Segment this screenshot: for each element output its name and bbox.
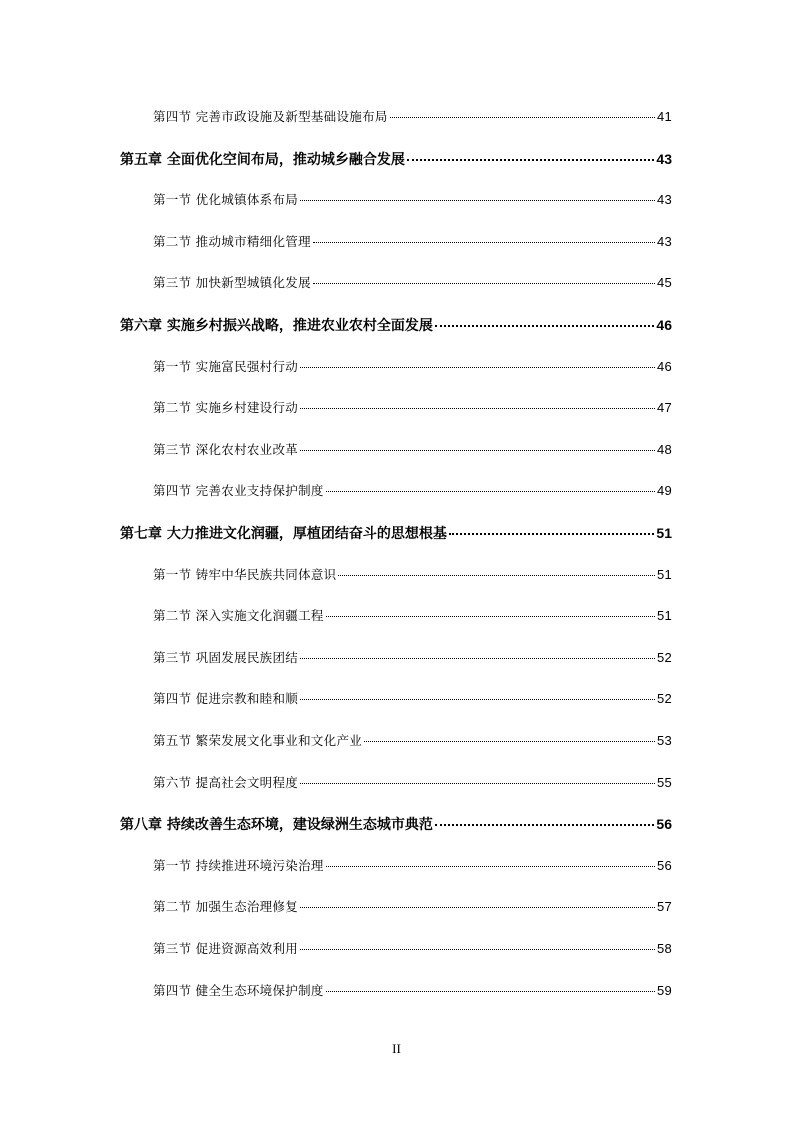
dot-leader	[300, 408, 655, 409]
toc-entry-page-number: 52	[656, 691, 672, 707]
toc-entry-title: 第二节 加强生态治理修复	[153, 899, 299, 915]
toc-entry-page-number: 49	[656, 483, 672, 499]
toc-entry-page-number: 46	[656, 358, 672, 374]
dot-leader	[313, 283, 655, 284]
dot-leader	[435, 824, 655, 826]
toc-chapter-entry[interactable]	[120, 315, 672, 335]
toc-entry-title: 第二节 推动城市精细化管理	[153, 233, 311, 249]
toc-entry-title: 第三节 促进资源高效利用	[153, 941, 299, 956]
toc-entry-title: 第三节 加快新型城镇化发展	[153, 275, 311, 291]
toc-entry-page-number: 48	[656, 441, 672, 457]
toc-entry-title: 第一节 铸牢中华民族共同体意识	[153, 566, 337, 582]
dot-leader	[300, 658, 655, 659]
dot-leader	[364, 741, 655, 742]
toc-entry-title: 第三节 深化农村农业改革	[153, 441, 299, 457]
toc-section-entry[interactable]	[153, 190, 672, 210]
toc-entry-title: 第四节 健全生态环境保护制度	[153, 982, 324, 998]
toc-entry-title: 第四节 促进宗教和睦和顺	[153, 691, 299, 707]
toc-entry-title: 第六章 实施乡村振兴战略，推进农业农村全面发展	[120, 318, 433, 334]
toc-entry-title: 第四节 完善农业支持保护制度	[153, 483, 324, 499]
toc-entry-page-number: 51	[656, 566, 672, 582]
toc-section-entry[interactable]	[153, 689, 672, 709]
toc-section-entry[interactable]	[153, 939, 672, 959]
toc-entry-page-number: 43	[656, 233, 672, 249]
toc-entry-title: 第四节 完善市政设施及新型基础设施布局	[153, 109, 388, 124]
toc-section-entry[interactable]	[153, 773, 672, 793]
toc-entry-title: 第五章 全面优化空间布局，推动城乡融合发展	[120, 151, 405, 168]
toc-entry-title: 第五节 繁荣发展文化事业和文化产业	[153, 733, 363, 748]
dot-leader	[435, 325, 655, 327]
dot-leader	[300, 200, 655, 201]
toc-entry-page-number: 43	[656, 150, 672, 167]
toc-section-entry[interactable]	[153, 107, 672, 127]
toc-entry-title: 第二节 深入实施文化润疆工程	[153, 608, 324, 624]
toc-entry-page-number: 56	[656, 816, 672, 833]
toc-entry-page-number: 41	[656, 109, 672, 124]
dot-leader	[313, 242, 655, 243]
toc-entry-title: 第一节 实施富民强村行动	[153, 358, 299, 374]
dot-leader	[300, 450, 655, 451]
toc-entry-page-number: 51	[656, 525, 672, 541]
toc-entry-title: 第八章 持续改善生态环境，建设绿洲生态城市典范	[120, 817, 433, 834]
page-number: II	[392, 1041, 401, 1056]
toc-entry-page-number: 59	[656, 982, 672, 998]
toc-section-entry[interactable]	[153, 648, 672, 668]
dot-leader	[300, 367, 655, 368]
toc-entry-title: 第一节 优化城镇体系布局	[153, 192, 299, 208]
toc-section-entry[interactable]	[153, 481, 672, 501]
toc-entry-page-number: 55	[656, 774, 672, 790]
toc-section-entry[interactable]	[153, 398, 672, 418]
dot-leader	[407, 159, 655, 161]
toc-entry-page-number: 58	[656, 941, 672, 956]
toc-entry-title: 第六节 提高社会文明程度	[153, 774, 299, 790]
dot-leader	[300, 949, 655, 950]
toc-chapter-entry[interactable]	[120, 814, 672, 834]
toc-section-entry[interactable]	[153, 357, 672, 377]
dot-leader	[390, 117, 655, 118]
dot-leader	[449, 533, 655, 535]
toc-chapter-entry[interactable]	[120, 149, 672, 169]
toc-entry-page-number: 47	[656, 400, 672, 416]
toc-section-entry[interactable]	[153, 440, 672, 460]
dot-leader	[300, 783, 655, 784]
toc-entry-title: 第二节 实施乡村建设行动	[153, 400, 299, 416]
toc-section-entry[interactable]	[153, 565, 672, 585]
dot-leader	[326, 491, 655, 492]
dot-leader	[326, 616, 655, 617]
dot-leader	[300, 699, 655, 700]
toc-entry-title: 第三节 巩固发展民族团结	[153, 649, 299, 665]
toc-entry-page-number: 52	[656, 649, 672, 665]
toc-entry-page-number: 51	[656, 608, 672, 624]
toc-section-entry[interactable]	[153, 606, 672, 626]
toc-section-entry[interactable]	[153, 273, 672, 293]
dot-leader	[326, 991, 655, 992]
toc-entry-page-number: 56	[656, 857, 672, 873]
toc-entry-page-number: 46	[656, 317, 672, 333]
toc-section-entry[interactable]	[153, 981, 672, 1001]
toc-entry-page-number: 45	[656, 275, 672, 291]
toc-chapter-entry[interactable]	[120, 523, 672, 543]
toc-section-entry[interactable]	[153, 856, 672, 876]
toc-section-entry[interactable]	[153, 731, 672, 751]
dot-leader	[300, 907, 655, 908]
toc-section-entry[interactable]	[153, 232, 672, 252]
toc-entry-page-number: 57	[656, 899, 672, 915]
dot-leader	[326, 866, 655, 867]
toc-entry-title: 第一节 持续推进环境污染治理	[153, 857, 324, 873]
toc-entry-page-number: 43	[656, 192, 672, 208]
toc-entry-page-number: 53	[656, 733, 672, 748]
toc-section-entry[interactable]	[153, 897, 672, 917]
toc-entry-title: 第七章 大力推进文化润疆，厚植团结奋斗的思想根基	[120, 526, 447, 542]
dot-leader	[338, 575, 654, 576]
